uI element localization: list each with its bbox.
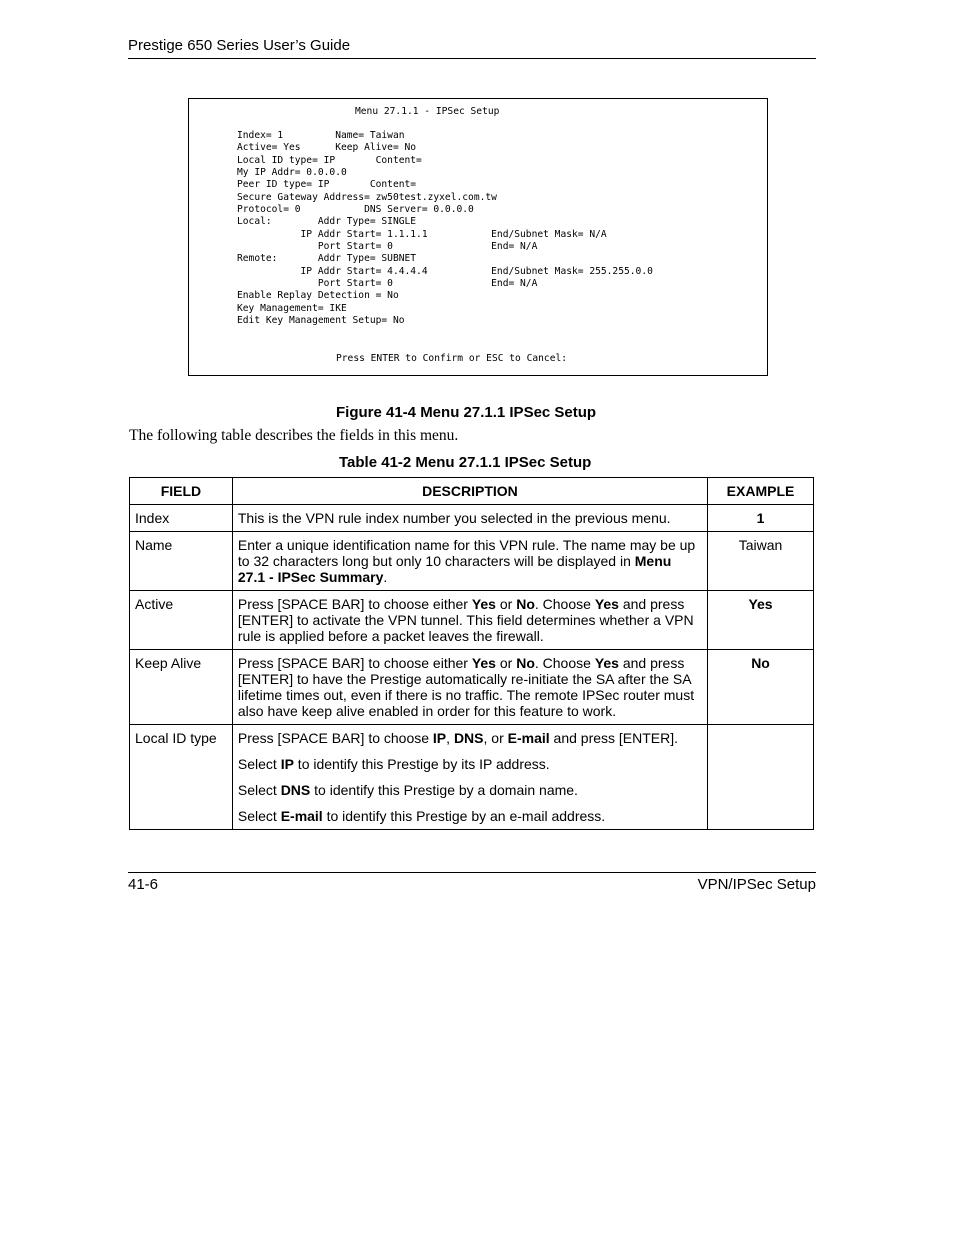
description-bold-text: DNS [453,730,484,746]
description-paragraph [238,655,702,719]
description-bold-text: DNS [280,782,311,798]
header-description: DESCRIPTION [232,478,707,505]
table-row [130,650,814,725]
description-paragraph [238,730,702,746]
description-cell [232,725,707,830]
description-text: Press [SPACE BAR] to choose either [237,655,472,671]
description-text: Select [237,808,281,824]
description-bold-text: Menu 27.1 - IPSec Summary [237,553,672,585]
example-value: Taiwan [738,537,783,553]
description-text: or [495,655,517,671]
description-text: and press [ENTER] to have the Prestige automatically re-initiate the SA after the SA lifetime times out, even if there is no traffic. The remote IPSec router must also have keep alive enabled in order for this feature to work. [237,655,695,719]
screen-line: Key Management= IKE [237,302,347,314]
screen-line: Active= Yes Keep Alive= No [237,142,417,154]
description-text: Press [SPACE BAR] to choose either [237,596,472,612]
intro-paragraph: The following table describes the fields in this menu. [129,427,459,444]
description-bold-text: IP [432,730,447,746]
header-field: FIELD [130,478,233,505]
screen-line: Secure Gateway Address= zw50test.zyxel.com.tw [237,191,497,203]
description-cell [232,532,707,591]
table-row [130,532,814,591]
example-cell [708,532,814,591]
description-text: Select [237,756,281,772]
description-bold-text: Yes [594,655,619,671]
description-text: to identify this Prestige by its IP address. [293,756,550,772]
description-bold-text: E-mail [280,808,323,824]
screen-line: Protocol= 0 DNS Server= 0.0.0.0 [237,204,474,216]
description-bold-text: IP [280,756,294,772]
description-bold-text: No [516,596,535,612]
screen-title: Menu 27.1.1 - IPSec Setup [355,106,500,117]
screen-line: Remote: Addr Type= SUBNET [237,253,417,265]
example-value: 1 [756,510,765,526]
screen-body [237,130,653,328]
field-cell: Local ID type [130,725,233,830]
table-header-row [130,478,814,505]
fields-table [129,477,814,830]
table-caption: Table 41-2 Menu 27.1.1 IPSec Setup [339,454,592,471]
description-bold-text: Yes [471,655,496,671]
figure-caption: Figure 41-4 Menu 27.1.1 IPSec Setup [336,404,597,421]
description-paragraph [238,510,702,526]
description-text: Press [SPACE BAR] to choose [237,730,433,746]
screen-line: IP Addr Start= 4.4.4.4 End/Subnet Mask= 255.255.0.0 [237,265,653,277]
example-value: No [751,655,770,671]
screen-line: IP Addr Start= 1.1.1.1 End/Subnet Mask= N/A [237,228,607,240]
field-cell: Index [130,505,233,532]
description-text: Select [237,782,281,798]
terminal-screen [188,98,768,376]
field-cell: Active [130,591,233,650]
page-number: 41-6 [128,876,159,893]
description-text: , [446,730,454,746]
example-cell [708,591,814,650]
description-text: to identify this Prestige by an e-mail address. [322,808,606,824]
description-text: This is the VPN rule index number you selected in the previous menu. [237,510,671,526]
description-text: or [495,596,517,612]
description-paragraph [238,782,702,798]
description-paragraph [238,596,702,644]
screen-line: Port Start= 0 End= N/A [237,241,538,253]
screen-line: Edit Key Management Setup= No [237,315,405,327]
example-cell [708,725,814,830]
screen-line: My IP Addr= 0.0.0.0 [237,167,347,179]
description-text: . Choose [534,655,595,671]
description-text: and press [ENTER] to activate the VPN tunnel. This field determines whether a VPN rule is applied before a packet leaves the firewall. [237,596,694,644]
description-bold-text: Yes [594,596,619,612]
screen-line: Local: Addr Type= SINGLE [237,216,417,228]
header-title: Prestige 650 Series User’s Guide [128,37,351,54]
header-example: EXAMPLE [708,478,814,505]
description-bold-text: E-mail [507,730,550,746]
screen-line: Port Start= 0 End= N/A [237,278,538,290]
description-paragraph [238,808,702,824]
description-text: Enter a unique identification name for this VPN rule. The name may be up to 32 characters long but only 10 characters will be displayed in [237,537,696,569]
field-cell: Name [130,532,233,591]
page-footer [128,872,816,893]
description-text: to identify this Prestige by a domain name. [310,782,578,798]
example-cell [708,505,814,532]
description-paragraph [238,756,702,772]
description-paragraph [238,537,702,585]
example-value: Yes [748,596,773,612]
field-cell: Keep Alive [130,650,233,725]
page-header [128,37,816,59]
section-name: VPN/IPSec Setup [697,876,816,893]
description-bold-text: Yes [471,596,496,612]
description-cell [232,505,707,532]
screen-line: Peer ID type= IP Content= [237,179,417,191]
example-cell [708,650,814,725]
screen-line: Index= 1 Name= Taiwan [237,130,405,141]
description-text: and press [ENTER]. [549,730,679,746]
description-cell [232,591,707,650]
table-row [130,591,814,650]
screen-line: Local ID type= IP Content= [237,154,422,166]
description-text: , or [483,730,508,746]
description-cell [232,650,707,725]
screen-prompt: Press ENTER to Confirm or ESC to Cancel: [336,353,568,364]
table-row [130,725,814,830]
description-text: . Choose [534,596,595,612]
description-bold-text: No [516,655,535,671]
screen-line: Enable Replay Detection = No [237,290,399,302]
description-text: . [383,569,388,585]
table-row [130,505,814,532]
